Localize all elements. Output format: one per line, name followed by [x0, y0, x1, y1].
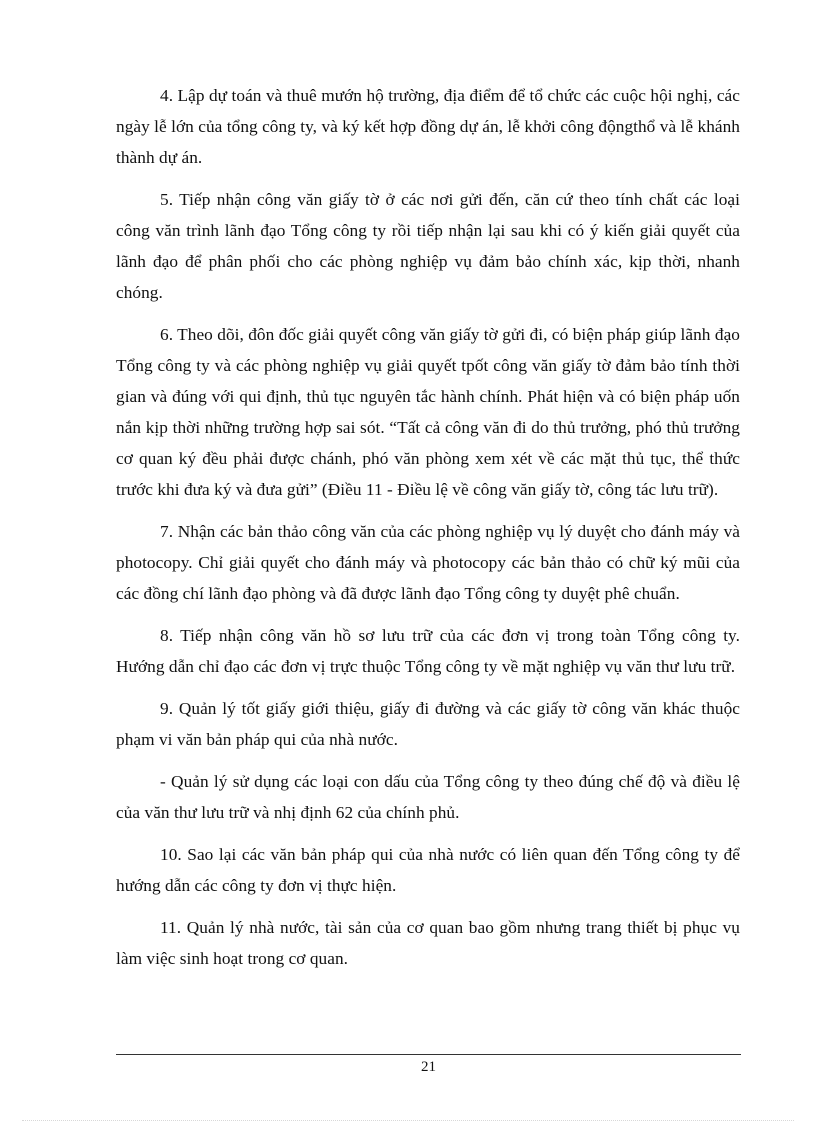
page-bottom-dotted-border	[22, 1120, 794, 1121]
paragraph-item-5: 5. Tiếp nhận công văn giấy tờ ở các nơi gửi đến, căn cứ theo tính chất các loại công văn trình lãnh đạo Tổng công ty rồi tiếp nhận lại sau khi có ý kiến giải quyết của lãnh đạo để phân phối cho các phòng nghiệp vụ đảm bảo chính xác, kịp thời, nhanh chóng.	[116, 190, 740, 302]
paragraph-item-4: 4. Lập dự toán và thuê mướn hộ trường, địa điểm để tổ chức các cuộc hội nghị, các ngày lễ lớn của tổng công ty, và ký kết hợp đồng dự án, lễ khởi công độngthổ và lễ khánh thành dự án.	[116, 86, 740, 167]
paragraph-item-10: 10. Sao lại các văn bản pháp qui của nhà nước có liên quan đến Tổng công ty để hướng dẫn các công ty đơn vị thực hiện.	[116, 845, 740, 895]
paragraph-item-6: 6. Theo dõi, đôn đốc giải quyết công văn giấy tờ gửi đi, có biện pháp giúp lãnh đạo Tổng công ty và các phòng nghiệp vụ giải quyết tpốt công văn giấy tờ đảm bảo tính thời gian và đúng với qui định, thủ tục nguyên tắc hành chính. Phát hiện và có biện pháp uốn nắn kịp thời những trường hợp sai sót. “Tất cả công văn đi do thủ trưởng, phó thủ trưởng cơ quan ký đều phải được chánh, phó văn phòng xem xét về các mặt thủ tục, thể thức trước khi đưa ký và đưa gửi” (Điều 11 - Điều lệ về công văn giấy tờ, công tác lưu trữ).	[116, 325, 740, 499]
page-number: 21	[421, 1059, 436, 1075]
paragraph-item-9: 9. Quản lý tốt giấy giới thiệu, giấy đi đường và các giấy tờ công văn khác thuộc phạm vi văn bản pháp qui của nhà nước.	[116, 699, 740, 749]
paragraph-item-11: 11. Quản lý nhà nước, tài sản của cơ quan bao gồm nhưng trang thiết bị phục vụ làm việc sinh hoạt trong cơ quan.	[116, 918, 740, 968]
paragraph-item-seal-management: - Quản lý sử dụng các loại con dấu của Tổng công ty theo đúng chế độ và điều lệ của văn thư lưu trữ và nhị định 62 của chính phủ.	[116, 772, 740, 822]
document-body	[116, 80, 740, 985]
footer-divider	[116, 1054, 741, 1055]
paragraph-item-7: 7. Nhận các bản thảo công văn của các phòng nghiệp vụ lý duyệt cho đánh máy và photocopy. Chỉ giải quyết cho đánh máy và photocopy các bản thảo có chữ ký mũi của các đồng chí lãnh đạo phòng và đã được lãnh đạo Tổng công ty duyệt phê chuẩn.	[116, 522, 740, 603]
paragraph-item-8: 8. Tiếp nhận công văn hồ sơ lưu trữ của các đơn vị trong toàn Tổng công ty. Hướng dẫn chỉ đạo các đơn vị trực thuộc Tổng công ty về mặt nghiệp vụ văn thư lưu trữ.	[116, 626, 740, 676]
